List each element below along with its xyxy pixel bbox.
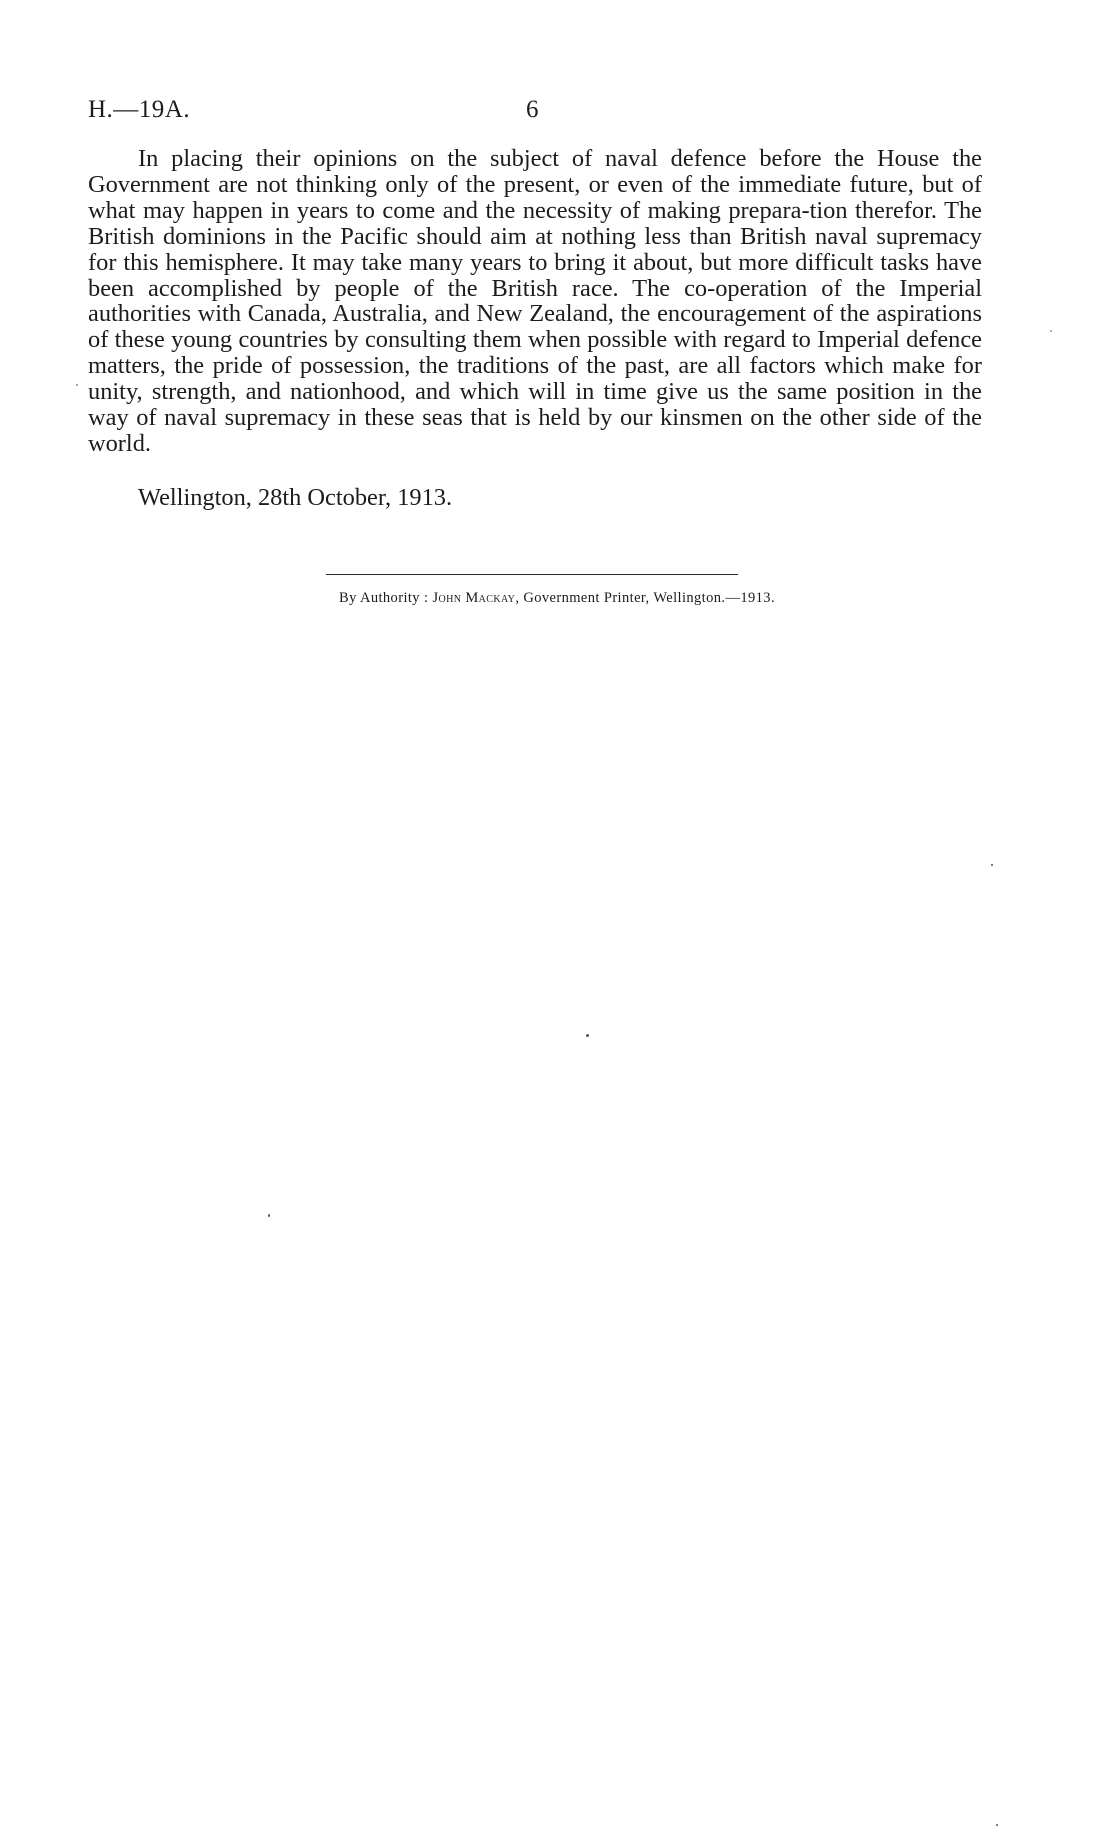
imprint-printer-name: John Mackay	[432, 590, 516, 606]
scan-speck	[586, 1034, 589, 1037]
reference-end: .	[183, 96, 191, 123]
scan-speck	[991, 864, 993, 866]
signoff-dateline: Wellington, 28th October, 1913.	[138, 484, 453, 511]
document-reference	[88, 96, 190, 124]
reference-suffix: A	[164, 96, 184, 123]
scan-speck	[76, 384, 78, 386]
scan-speck	[996, 1824, 998, 1826]
body-paragraph: In placing their opinions on the subject of naval defence before the House the Government are not thinking only of the present, or even of the immediate future, but of what may happen in years to come and the necessity of making prepara-tion therefor. The British dominions in the Pacific should aim at nothing less than British naval supremacy for this hemisphere. It may take many years to bring it about, but more difficult tasks have been accomplished by people of the British race. The co-operation of the Imperial authorities with Canada, Australia, and New Zealand, the encouragement of the aspirations of these young countries by consulting them when possible with regard to Imperial defence matters, the pride of possession, the traditions of the past, are all factors which make for unity, strength, and nationhood, and which will in time give us the same position in the way of naval supremacy in these seas that is held by our kinsmen on the other side of the world.	[88, 145, 982, 457]
scan-speck	[268, 1214, 270, 1217]
printer-imprint	[0, 590, 1114, 607]
divider-rule	[326, 574, 738, 575]
imprint-prefix: By Authority :	[339, 590, 433, 606]
reference-prefix: H.—19	[88, 96, 165, 123]
page-number: 6	[526, 96, 539, 123]
imprint-suffix: , Government Printer, Wellington.—1913.	[515, 590, 775, 606]
scan-speck	[1050, 330, 1052, 332]
